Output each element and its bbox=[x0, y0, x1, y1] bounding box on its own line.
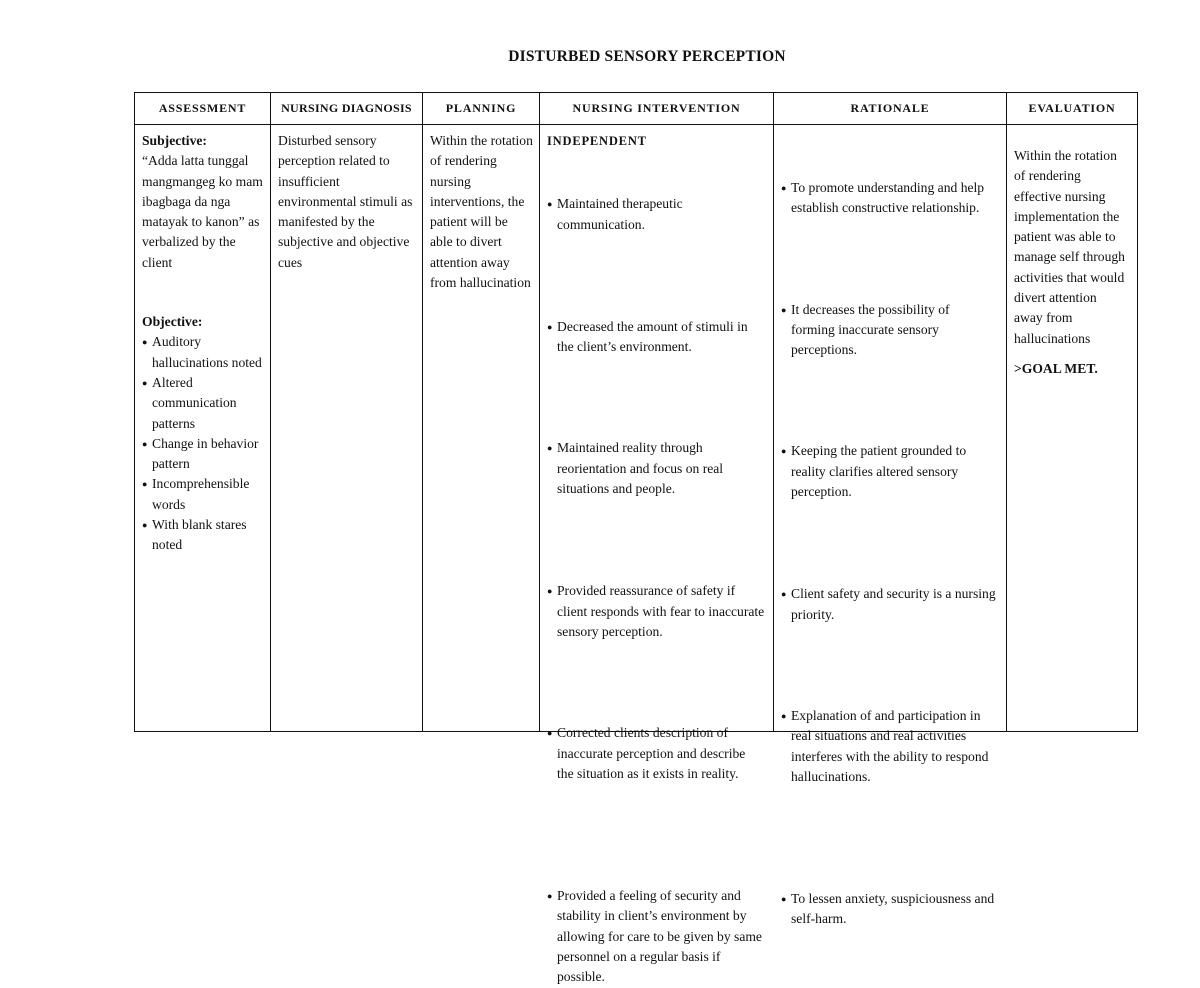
evaluation-text: Within the rotation of rendering effective nursing implementation the patient was able to manage self through activities that would divert attention away from hallucinations bbox=[1014, 148, 1125, 346]
intervention-item: ● Maintained reality through reorientation and focus on real situations and people. bbox=[547, 438, 765, 499]
intervention-item: ● Provided a feeling of security and stability in client’s environment by allowing for care to be given by same personnel on a regular basis if possible. bbox=[547, 886, 765, 987]
rationale-item: ● To lessen anxiety, suspiciousness and self-harm. bbox=[781, 889, 996, 930]
content-row bbox=[135, 125, 1138, 732]
rationale-item: ● Explanation of and participation in real situations and real activities interferes with the ability to respond hallucinations. bbox=[781, 706, 996, 787]
intervention-item: ● Decreased the amount of stimuli in the client’s environment. bbox=[547, 317, 765, 358]
header-nursing-intervention: NURSING INTERVENTION bbox=[540, 93, 774, 125]
header-evaluation: EVALUATION bbox=[1007, 93, 1138, 125]
intervention-item: ● Provided reassurance of safety if client responds with fear to inaccurate sensory perception. bbox=[547, 581, 765, 642]
header-planning: PLANNING bbox=[423, 93, 540, 125]
subjective-text: “Adda latta tunggal mangmangeg ko mam ibagbaga da nga matayak to kanon” as verbalized by the client bbox=[142, 153, 263, 270]
header-nursing-diagnosis: NURSING DIAGNOSIS bbox=[271, 93, 423, 125]
intervention-list bbox=[547, 151, 765, 985]
rationale-item: ● To promote understanding and help establish constructive relationship. bbox=[781, 178, 996, 219]
objective-item: ● Auditory hallucinations noted bbox=[142, 332, 264, 373]
document-title: DISTURBED SENSORY PERCEPTION bbox=[508, 48, 786, 65]
header-rationale: RATIONALE bbox=[774, 93, 1007, 125]
independent-label: INDEPENDENT bbox=[547, 134, 647, 148]
rationale-item: ● It decreases the possibility of forming inaccurate sensory perceptions. bbox=[781, 300, 996, 361]
objective-item: ● Altered communication patterns bbox=[142, 373, 264, 434]
diagnosis-text: Disturbed sensory perception related to insufficient environmental stimuli as manifested by the subjective and objective cues bbox=[278, 133, 413, 270]
assessment-cell bbox=[135, 125, 271, 732]
subjective-label: Subjective: bbox=[142, 133, 207, 148]
objective-label: Objective: bbox=[142, 314, 203, 330]
diagnosis-cell bbox=[271, 125, 423, 732]
intervention-item: ● Corrected clients description of inaccurate perception and describe the situation as it exists in reality. bbox=[547, 723, 765, 784]
rationale-list bbox=[781, 131, 996, 927]
objective-list bbox=[142, 332, 264, 555]
rationale-cell bbox=[774, 125, 1007, 927]
objective-item: ● Change in behavior pattern bbox=[142, 434, 264, 475]
header-row bbox=[135, 93, 1138, 125]
rationale-item: ● Keeping the patient grounded to reality clarifies altered sensory perception. bbox=[781, 441, 996, 502]
objective-item: ● Incomprehensible words bbox=[142, 474, 264, 515]
intervention-item: ● Maintained therapeutic communication. bbox=[547, 194, 765, 235]
intervention-cell bbox=[540, 125, 774, 985]
care-plan-table bbox=[134, 92, 1138, 985]
header-assessment: ASSESSMENT bbox=[135, 93, 271, 125]
planning-text: Within the rotation of rendering nursing interventions, the patient will be able to divert attention away from hallucination bbox=[430, 133, 533, 291]
planning-cell bbox=[423, 125, 540, 732]
rationale-item: ● Client safety and security is a nursing priority. bbox=[781, 584, 996, 625]
objective-item: ● With blank stares noted bbox=[142, 515, 264, 556]
evaluation-cell bbox=[1007, 125, 1138, 732]
goal-status: >GOAL MET. bbox=[1014, 360, 1098, 376]
